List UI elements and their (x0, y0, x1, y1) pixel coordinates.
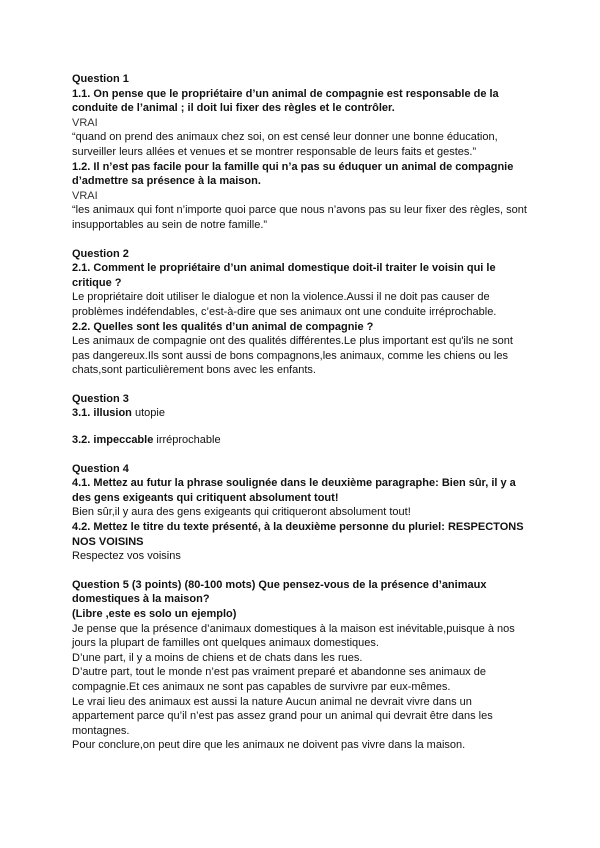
document-page (72, 72, 532, 753)
question-1-heading: Question 1 (72, 73, 129, 85)
question-5-paragraph-1: Je pense que la présence d’animaux domestiques à la maison est inévitable,puisque à nos jours la plupart de familles ont quelques animaux domestiques. (72, 622, 515, 650)
question-2-2-answer: Les animaux de compagnie ont des qualités différentes.Le plus important est qu'ils ne sont pas dangereux.Ils sont aussi de bons compagnons,les animaux, comme les chiens ou les chats,sont particulièrement bons avec les enfants. (72, 335, 513, 377)
question-2-heading: Question 2 (72, 247, 129, 260)
question-3-1 (72, 406, 532, 421)
question-5-paragraph-4: Le vrai lieu des animaux est aussi la nature Aucun animal ne devrait vivre dans un appartement parce qu’il n’est pas assez grand pour un animal qui devrait être dans les montagnes. (72, 695, 493, 737)
question-4-heading: Question 4 (72, 462, 129, 475)
question-4-1-answer: Bien sûr,il y aura des gens exigeants qui critiqueront absolument tout! (72, 506, 411, 519)
question-3-2 (72, 433, 532, 448)
question-1-1-prompt: 1.1. On pense que le propriétaire d’un animal de compagnie est responsable de la conduite de l’animal ; il doit lui fixer des règles et le contrôler. (72, 87, 499, 115)
question-4-2-prompt: 4.2. Mettez le titre du texte présenté, à la deuxième personne du pluriel: RESPECTONS NOS VOISINS (72, 521, 524, 548)
question-5-note: (Libre ,este es solo un ejemplo) (72, 608, 237, 620)
question-4-2-answer: Respectez vos voisins (72, 550, 181, 563)
question-3-2-answer: irréprochable (156, 434, 221, 447)
question-5-paragraph-5: Pour conclure,on peut dire que les animaux ne doivent pas vivre dans la maison. (72, 739, 466, 752)
question-2-2-prompt: 2.2. Quelles sont les qualités d’un animal de compagnie ? (72, 320, 374, 333)
question-3-1-answer: utopie (134, 407, 165, 420)
question-5-paragraph-2: D’une part, il y a moins de chiens et de chats dans les rues. (72, 651, 363, 664)
question-5-paragraph-3: D’autre part, tout le monde n’est pas vraiment preparé et abandonne ses animaux de compagnie.Et ces animaux ne sont pas capables de survivre par eux-mêmes. (72, 666, 486, 693)
question-1-1-verdict: VRAI (72, 116, 98, 129)
question-3-1-term: 3.1. illusion (72, 407, 132, 420)
question-5-heading: Question 5 (3 points) (80-100 mots) Que pensez-vous de la présence d’animaux domestiques à la maison? (72, 578, 487, 606)
question-1-2-verdict: VRAI (72, 189, 98, 202)
question-3-heading: Question 3 (72, 392, 129, 405)
question-1-2-prompt: 1.2. Il n’est pas facile pour la famille qui n’a pas su éduquer un animal de compagnie d’admettre sa présence à la maison. (72, 160, 514, 188)
question-2-1-prompt: 2.1. Comment le propriétaire d’un animal domestique doit-il traiter le voisin qui le critique ? (72, 262, 496, 289)
question-4-1-prompt: 4.1. Mettez au futur la phrase soulignée dans le deuxième paragraphe: Bien sûr, il y a des gens exigeants qui critiquent absolument tout! (72, 477, 516, 504)
question-1-2-quote: “les animaux qui font n’importe quoi parce que nous n’avons pas su leur fixer des règles, sont insupportables au sein de notre famille.” (72, 204, 527, 231)
question-3-2-term: 3.2. impeccable (72, 434, 154, 447)
question-2-1-answer: Le propriétaire doit utiliser le dialogue et non la violence.Aussi il ne doit pas causer de problèmes indéfendables, c’est-à-dire que ses animaux ont une conduite irréprochable. (72, 291, 497, 318)
question-1-1-quote: “quand on prend des animaux chez soi, on est censé leur donner une bonne éducation, surveiller leurs allées et venues et se montrer responsable de leurs faits et gestes.” (72, 131, 498, 158)
